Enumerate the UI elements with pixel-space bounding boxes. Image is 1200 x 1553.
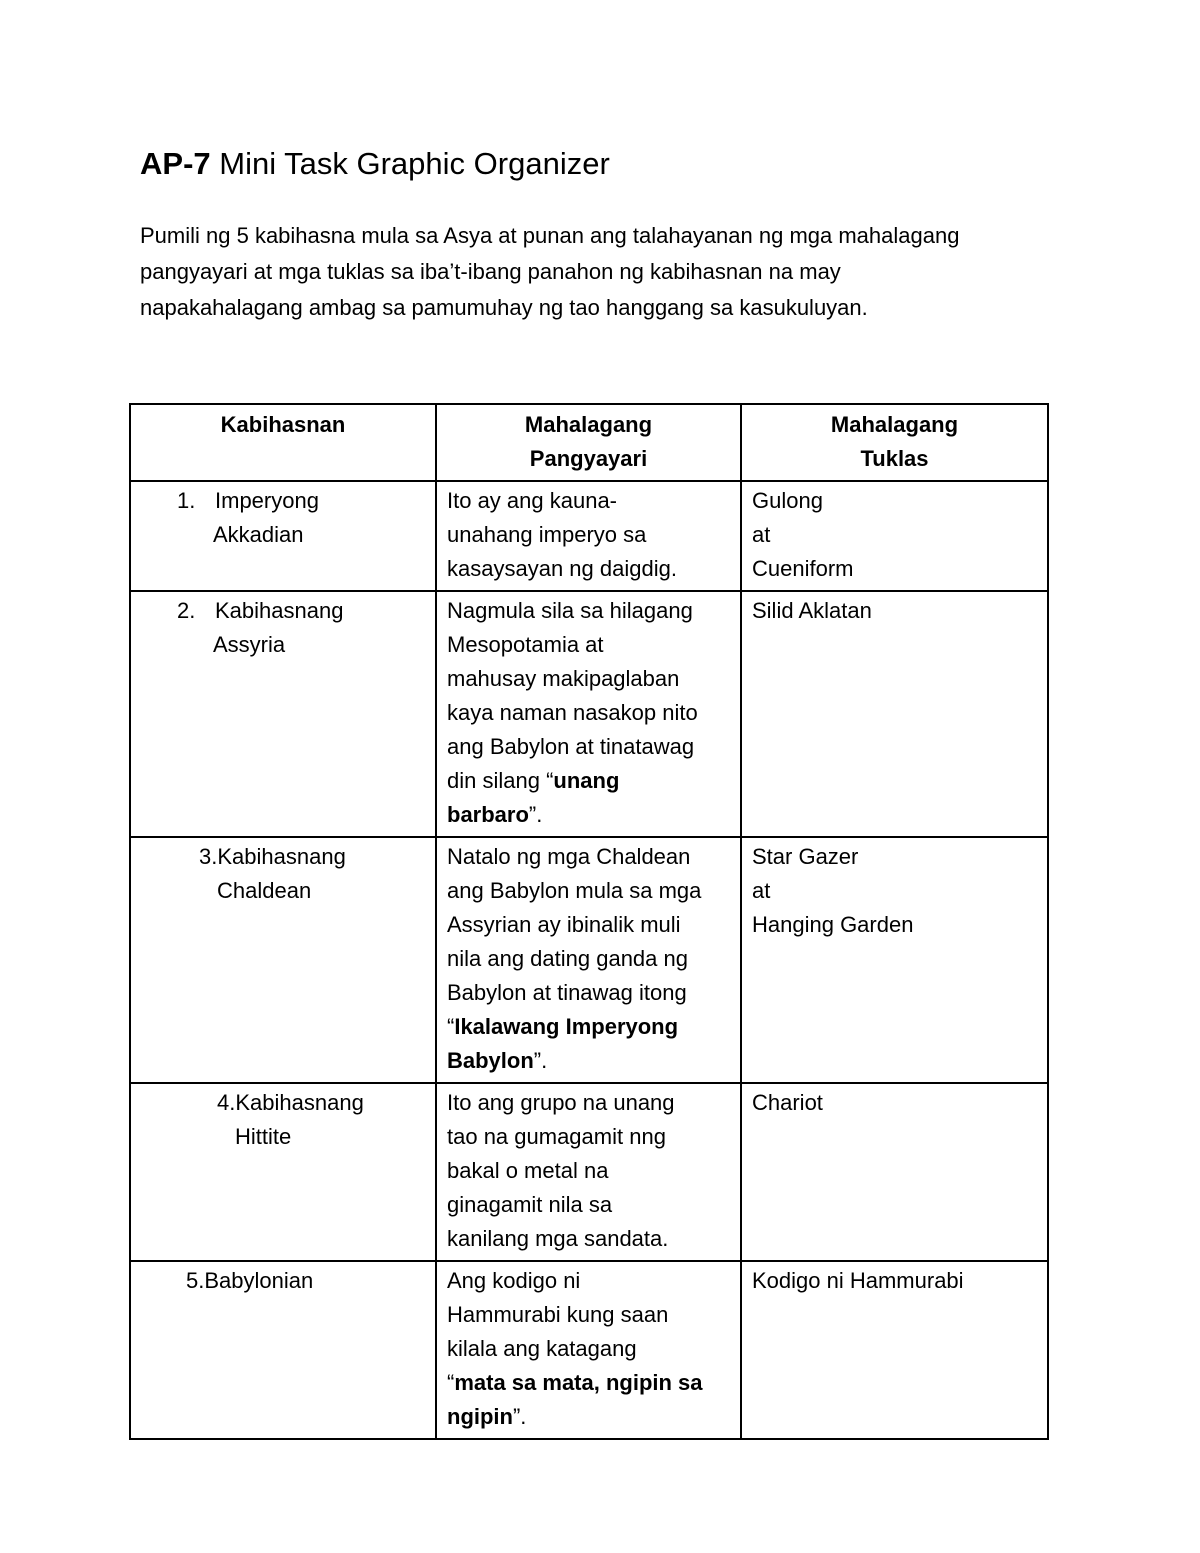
table-row: [130, 837, 1048, 1083]
civilization-cell: [130, 837, 436, 1083]
discovery-cell: Star Gazer at Hanging Garden: [741, 837, 1048, 1083]
event-cell: Ang kodigo ni Hammurabi kung saan kilala ang katagang “mata sa mata, ngipin sa ngipin”.: [436, 1261, 741, 1439]
emphasis-text: Babylon: [447, 1048, 534, 1073]
civilization-name: Babylonian: [204, 1268, 314, 1293]
title-code: AP-7: [140, 146, 211, 181]
civilization-name: Akkadian: [213, 522, 304, 547]
header-pangyayari: Mahalagang Pangyayari: [436, 404, 741, 481]
discovery-cell: Silid Aklatan: [741, 591, 1048, 837]
civilization-name: Imperyong: [215, 488, 319, 513]
title-text: Mini Task Graphic Organizer: [210, 146, 610, 181]
table-row: [130, 591, 1048, 837]
instructions: [140, 218, 1080, 326]
row-number: 2.: [177, 598, 196, 623]
civilization-cell: [130, 1261, 436, 1439]
civilization-cell: [130, 591, 436, 837]
emphasis-text: ngipin: [447, 1404, 513, 1429]
emphasis-text: Ikalawang Imperyong: [454, 1014, 679, 1039]
table-row: [130, 1261, 1048, 1439]
emphasis-text: unang: [553, 768, 620, 793]
header-tuklas: Mahalagang Tuklas: [741, 404, 1048, 481]
row-number: 1.: [177, 488, 196, 513]
instructions-line: pangyayari at mga tuklas sa iba’t-ibang panahon ng kabihasnan na may: [140, 259, 841, 284]
page-title: [140, 144, 610, 184]
table-row: [130, 481, 1048, 591]
civilization-cell: [130, 481, 436, 591]
instructions-line: Pumili ng 5 kabihasna mula sa Asya at punan ang talahayanan ng mga mahalagang: [140, 223, 960, 248]
event-cell: Natalo ng mga Chaldean ang Babylon mula sa mga Assyrian ay ibinalik muli nila ang dating ganda ng Babylon at tinawag itong “Ikalawang Imperyong Babylon”.: [436, 837, 741, 1083]
event-cell: Ito ay ang kauna- unahang imperyo sa kasaysayan ng daigdig.: [436, 481, 741, 591]
header-kabihasnan: Kabihasnan: [130, 404, 436, 481]
table-header-row: [130, 404, 1048, 481]
civilization-name: Hittite: [235, 1124, 292, 1149]
emphasis-text: barbaro: [447, 802, 529, 827]
event-cell: Ito ang grupo na unang tao na gumagamit nng bakal o metal na ginagamit nila sa kanilang mga sandata.: [436, 1083, 741, 1261]
civilization-name: Kabihasnang: [235, 1090, 364, 1115]
civilization-cell: [130, 1083, 436, 1261]
civilization-name: Chaldean: [217, 878, 312, 903]
discovery-cell: Gulong at Cueniform: [741, 481, 1048, 591]
event-cell: Nagmula sila sa hilagang Mesopotamia at mahusay makipaglaban kaya naman nasakop nito ang Babylon at tinatawag din silang “unang barbaro”.: [436, 591, 741, 837]
graphic-organizer-table: [129, 403, 1049, 1440]
discovery-cell: Kodigo ni Hammurabi: [741, 1261, 1048, 1439]
emphasis-text: mata sa mata, ngipin sa: [454, 1370, 703, 1395]
row-number: 3.: [199, 844, 218, 869]
row-number: 4.: [217, 1090, 236, 1115]
civilization-name: Kabihasnang: [215, 598, 344, 623]
civilization-name: Kabihasnang: [217, 844, 346, 869]
instructions-line: napakahalagang ambag sa pamumuhay ng tao hanggang sa kasukuluyan.: [140, 295, 868, 320]
row-number: 5.: [186, 1268, 205, 1293]
discovery-cell: Chariot: [741, 1083, 1048, 1261]
civilization-name: Assyria: [213, 632, 286, 657]
table-row: [130, 1083, 1048, 1261]
